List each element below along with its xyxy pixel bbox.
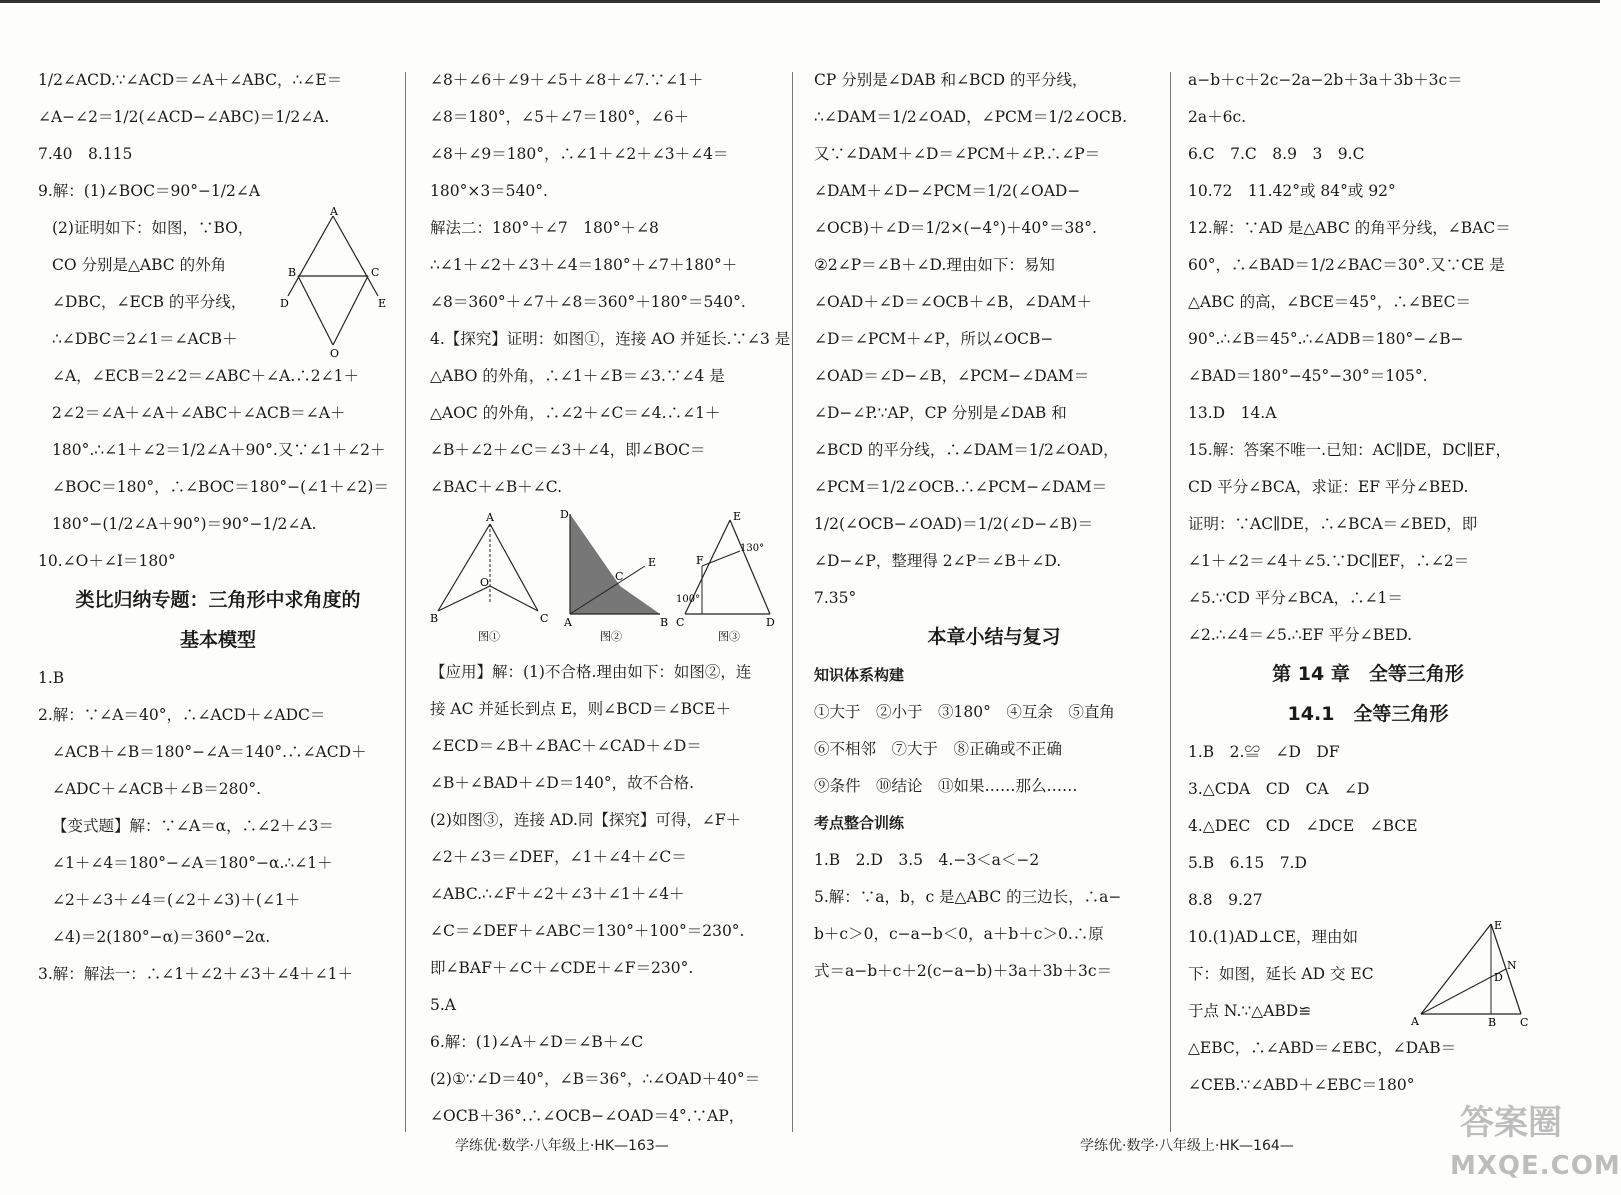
section-heading: 基本模型: [179, 629, 256, 651]
text-line: b＋c＞0，c−a−b＜0，a＋b＋c＞0.∴原: [814, 925, 1104, 943]
text-line: ∠BOC＝180°，∴∠BOC＝180°−(∠1＋∠2)＝: [52, 478, 389, 496]
text-line: (2)①∵∠D＝40°，∠B＝36°，∴∠OAD＋40°＝: [430, 1070, 761, 1088]
watermark-url: MXQE.COM: [1450, 1151, 1621, 1181]
chapter-heading: 第 14 章 全等三角形: [1272, 663, 1464, 685]
text-line: 3.△CDA CD CA ∠D: [1188, 780, 1370, 798]
svg-text:B: B: [1488, 1016, 1497, 1029]
text-line: ∠OAD＋∠D＝∠OCB＋∠B，∠DAM＋: [814, 293, 1093, 311]
text-line: ∠2.∴∠4＝∠5.∴EF 平分∠BED.: [1188, 626, 1413, 644]
text-line: CO 分别是△ABC 的外角: [52, 256, 227, 274]
figure-caption: 图③: [718, 630, 740, 643]
text-line: 180°−(1/2∠A＋90°)＝90°−1/2∠A.: [52, 515, 317, 533]
text-line: ∠ECD＝∠B＋∠BAC＋∠CAD＋∠D＝: [430, 737, 702, 755]
column-3: [814, 62, 1174, 1132]
figure-row: [430, 506, 790, 654]
svg-text:D: D: [280, 297, 289, 310]
svg-text:A: A: [564, 616, 572, 629]
text-line: 10.∠O＋∠I＝180°: [38, 552, 176, 570]
text-line: CD 平分∠BCA，求证：EF 平分∠BED.: [1188, 478, 1469, 496]
text-line: ∠ADC＋∠ACB＋∠B＝280°.: [52, 780, 262, 798]
text-line: ∠BCD 的平分线，∴∠DAM＝1/2∠OAD，: [814, 441, 1119, 459]
watermark-logo: [1390, 1095, 1621, 1190]
text-line: 1/2(∠OCB−∠OAD)＝1/2(∠D−∠B)＝: [814, 515, 1094, 533]
text-line: 8.8 9.27: [1188, 891, 1263, 909]
text-line: 1/2∠ACD.∵∠ACD＝∠A＋∠ABC，∴∠E＝: [38, 71, 343, 89]
page-footer-left: 学练优·数学·八年级上·HK—163—: [455, 1138, 669, 1154]
column-divider: [405, 72, 406, 1132]
text-line: 5.B 6.15 7.D: [1188, 854, 1307, 872]
text-line: 接 AC 并延长到点 E，则∠BCD＝∠BCE＋: [430, 700, 731, 718]
text-line: 12.解：∵AD 是△ABC 的角平分线，∠BAC＝: [1188, 219, 1511, 237]
svg-text:F: F: [696, 554, 704, 567]
text-line: 又∵∠DAM＋∠D＝∠PCM＋∠P.∴∠P＝: [814, 145, 1101, 163]
text-line: ∠5.∵CD 平分∠BCA，∴∠1＝: [1188, 589, 1403, 607]
column-2: [430, 62, 790, 1132]
svg-text:A: A: [486, 511, 494, 524]
text-line: 2∠2＝∠A＋∠A＋∠ABC＋∠ACB＝∠A＋: [52, 404, 346, 422]
text-line: ∠BAC＋∠B＋∠C.: [430, 478, 563, 496]
angle-label: 100°: [676, 594, 701, 605]
text-line: 证明：∵AC∥DE，∴∠BCA＝∠BED，即: [1188, 515, 1478, 533]
text-line: (2)证明如下：如图，∵BO，: [52, 219, 254, 237]
text-line: ∠1＋∠4＝180°−∠A＝180°−α.∴∠1＋: [52, 854, 333, 872]
column-4: [1188, 62, 1548, 1132]
text-line: ②2∠P＝∠B＋∠D.理由如下：易知: [814, 256, 1055, 274]
page-footer-right: 学练优·数学·八年级上·HK—164—: [1080, 1138, 1294, 1154]
column-1: [38, 62, 398, 1132]
text-line: 9.解：(1)∠BOC＝90°−1/2∠A: [38, 182, 261, 200]
text-line: 解法二：180°＋∠7 180°＋∠8: [430, 219, 659, 237]
figure-caption: 图①: [478, 630, 500, 643]
text-line: 6.C 7.C 8.9 3 9.C: [1188, 145, 1365, 163]
text-line: 180°.∴∠1＋∠2＝1/2∠A＋90°.又∵∠1＋∠2＋: [52, 441, 386, 459]
text-line: 6.解：(1)∠A＋∠D＝∠B＋∠C: [430, 1033, 644, 1051]
text-line: 10.(1)AD⊥CE，理由如: [1188, 928, 1358, 946]
svg-text:E: E: [1494, 919, 1503, 932]
text-line: 5.A: [430, 996, 456, 1014]
svg-text:D: D: [1494, 971, 1503, 984]
text-line: △ABO 的外角，∴∠1＋∠B＝∠3.∵∠4 是: [430, 367, 725, 385]
text-line: ∠OAD＝∠D−∠B，∠PCM−∠DAM＝: [814, 367, 1090, 385]
text-line: ∠BAD＝180°−45°−30°＝105°.: [1188, 367, 1428, 385]
text-line: 即∠BAF＋∠C＋∠CDE＋∠F＝230°.: [430, 959, 694, 977]
text-line: ∠D＝∠PCM＋∠P，所以∠OCB−: [814, 330, 1054, 348]
svg-text:O: O: [330, 347, 340, 360]
text-line: 下：如图，延长 AD 交 EC: [1188, 965, 1374, 983]
text-line: ∠2＋∠3＋∠4＝(∠2＋∠3)＋(∠1＋: [52, 891, 301, 909]
text-line: ∠8＋∠9＝180°，∴∠1＋∠2＋∠3＋∠4＝: [430, 145, 729, 163]
triangle-diagram: [278, 205, 388, 360]
text-line: a−b＋c＋2c−2a−2b＋3a＋3b＋3c＝: [1188, 71, 1463, 89]
text-line: ∠B＋∠BAD＋∠D＝140°，故不合格.: [430, 774, 695, 792]
text-line: ∠A−∠2＝1/2(∠ACD−∠ABC)＝1/2∠A.: [38, 108, 330, 126]
text-line: ∠8＋∠6＋∠9＋∠5＋∠8＋∠7.∵∠1＋: [430, 71, 704, 89]
svg-text:B: B: [288, 266, 297, 279]
text-line: 3.解：解法一：∴∠1＋∠2＋∠3＋∠4＋∠1＋: [38, 965, 354, 983]
text-line: ∴∠1＋∠2＋∠3＋∠4＝180°＋∠7＋180°＋: [430, 256, 738, 274]
watermark-text: 答案圈: [1460, 1103, 1562, 1143]
text-line: ∴∠DBC＝2∠1＝∠ACB＋: [52, 330, 238, 348]
text-line: △EBC，∴∠ABD＝∠EBC，∠DAB＝: [1188, 1039, 1457, 1057]
svg-text:D: D: [766, 616, 775, 629]
text-line: ∠1＋∠2＝∠4＋∠5.∵DC∥EF，∴∠2＝: [1188, 552, 1470, 570]
text-line: 10.72 11.42°或 84°或 92°: [1188, 182, 1396, 200]
text-line: ∠CEB.∵∠ABD＋∠EBC＝180°: [1188, 1076, 1415, 1094]
text-line: ∠8＝360°＋∠7＋∠8＝360°＋180°＝540°.: [430, 293, 746, 311]
svg-text:A: A: [1411, 1015, 1419, 1028]
text-line: 60°，∴∠BAD＝1/2∠BAC＝30°.又∵CE 是: [1188, 256, 1505, 274]
text-line: 1.B 2.≌ ∠D DF: [1188, 743, 1340, 761]
text-line: CP 分别是∠DAB 和∠BCD 的平分线，: [814, 71, 1088, 89]
text-line: 13.D 14.A: [1188, 404, 1277, 422]
svg-text:C: C: [615, 570, 624, 583]
text-line: 【应用】解：(1)不合格.理由如下：如图②，连: [430, 663, 752, 681]
svg-text:C: C: [371, 266, 380, 279]
section-heading: 本章小结与复习: [927, 626, 1061, 648]
text-line: ∠DBC，∠ECB 的平分线，: [52, 293, 247, 311]
text-line: ∠8＝180°，∠5＋∠7＝180°，∠6＋: [430, 108, 690, 126]
text-line: ∠D−∠P.∵AP，CP 分别是∠DAB 和: [814, 404, 1067, 422]
subsection-heading: 考点整合训练: [814, 814, 905, 832]
text-line: 7.35°: [814, 589, 857, 607]
text-line: ∠4)＝2(180°−α)＝360°−2α.: [52, 928, 271, 946]
section-heading: 14.1 全等三角形: [1287, 703, 1449, 725]
svg-text:A: A: [330, 205, 338, 218]
triangle-diagram: [1406, 919, 1536, 1029]
text-line: ∠C＝∠DEF＋∠ABC＝130°＋100°＝230°.: [430, 922, 745, 940]
text-line: ⑥不相邻 ⑦大于 ⑧正确或不正确: [814, 740, 1063, 758]
section-heading: 类比归纳专题：三角形中求角度的: [75, 589, 361, 611]
text-line: 1.B 2.D 3.5 4.−3＜a＜−2: [814, 851, 1040, 869]
top-border: [0, 0, 1600, 3]
svg-text:C: C: [676, 616, 685, 629]
text-line: ∠ACB＋∠B＝180°−∠A＝140°.∴∠ACD＋: [52, 743, 367, 761]
svg-text:N: N: [1507, 959, 1517, 972]
column-divider: [792, 72, 793, 1132]
text-line: ①大于 ②小于 ③180° ④互余 ⑤直角: [814, 703, 1115, 721]
text-line: ∠2＋∠3＝∠DEF，∠1＋∠4＋∠C＝: [430, 848, 687, 866]
svg-text:B: B: [660, 616, 669, 629]
svg-text:B: B: [430, 612, 439, 625]
text-line: ∴∠DAM＝1/2∠OAD，∠PCM＝1/2∠OCB.: [814, 108, 1128, 126]
text-line: 5.解：∵a，b，c 是△ABC 的三边长，∴a−: [814, 888, 1122, 906]
svg-text:C: C: [540, 612, 549, 625]
subsection-heading: 知识体系构建: [814, 666, 905, 684]
svg-text:E: E: [648, 556, 657, 569]
text-line: 4.【探究】证明：如图①，连接 AO 并延长.∵∠3 是: [430, 330, 791, 348]
svg-text:C: C: [1520, 1016, 1529, 1029]
text-line: 90°.∴∠B＝45°.∴∠ADB＝180°−∠B−: [1188, 330, 1464, 348]
angle-label: 130°: [740, 543, 765, 554]
svg-text:D: D: [560, 508, 569, 521]
text-line: ∠A，∠ECB＝2∠2＝∠ABC＋∠A.∴2∠1＋: [52, 367, 359, 385]
text-line: 式＝a−b＋c＋2(c−a−b)＋3a＋3b＋3c＝: [814, 962, 1113, 980]
text-line: 2a＋6c.: [1188, 108, 1247, 126]
figure-caption: 图②: [600, 630, 622, 643]
text-line: △ABC 的高，∠BCE＝45°，∴∠BEC＝: [1188, 293, 1471, 311]
text-line: ∠PCM＝1/2∠OCB.∴∠PCM−∠DAM＝: [814, 478, 1108, 496]
text-line: ⑨条件 ⑩结论 ⑪如果……那么……: [814, 777, 1078, 795]
text-line: 【变式题】解：∵∠A＝α，∴∠2＋∠3＝: [52, 817, 334, 835]
text-line: ∠OCB)＋∠D＝1/2×(−4°)＋40°＝38°.: [814, 219, 1097, 237]
svg-text:E: E: [733, 510, 742, 523]
text-line: ∠DAM＋∠D−∠PCM＝1/2(∠OAD−: [814, 182, 1081, 200]
text-line: 2.解：∵∠A＝40°，∴∠ACD＋∠ADC＝: [38, 706, 326, 724]
svg-text:E: E: [378, 297, 387, 310]
text-line: 180°×3＝540°.: [430, 182, 548, 200]
text-line: ∠D−∠P，整理得 2∠P＝∠B＋∠D.: [814, 552, 1062, 570]
text-line: 于点 N.∵△ABD≌: [1188, 1002, 1312, 1020]
text-line: 4.△DEC CD ∠DCE ∠BCE: [1188, 817, 1418, 835]
svg-text:O: O: [480, 576, 490, 589]
text-line: ∠B＋∠2＋∠C＝∠3＋∠4，即∠BOC＝: [430, 441, 706, 459]
text-line: 7.40 8.115: [38, 145, 133, 163]
text-line: 1.B: [38, 669, 65, 687]
text-line: ∠OCB＋36°.∴∠OCB−∠OAD＝4°.∵AP，: [430, 1107, 745, 1125]
text-line: (2)如图③，连接 AD.同【探究】可得，∠F＋: [430, 811, 742, 829]
figure-diagrams: [430, 506, 780, 654]
text-line: 15.解：答案不唯一.已知：AC∥DE，DC∥EF，: [1188, 441, 1512, 459]
text-line: △AOC 的外角，∴∠2＋∠C＝∠4.∴∠1＋: [430, 404, 721, 422]
text-line: ∠ABC.∴∠F＋∠2＋∠3＋∠1＋∠4＋: [430, 885, 685, 903]
